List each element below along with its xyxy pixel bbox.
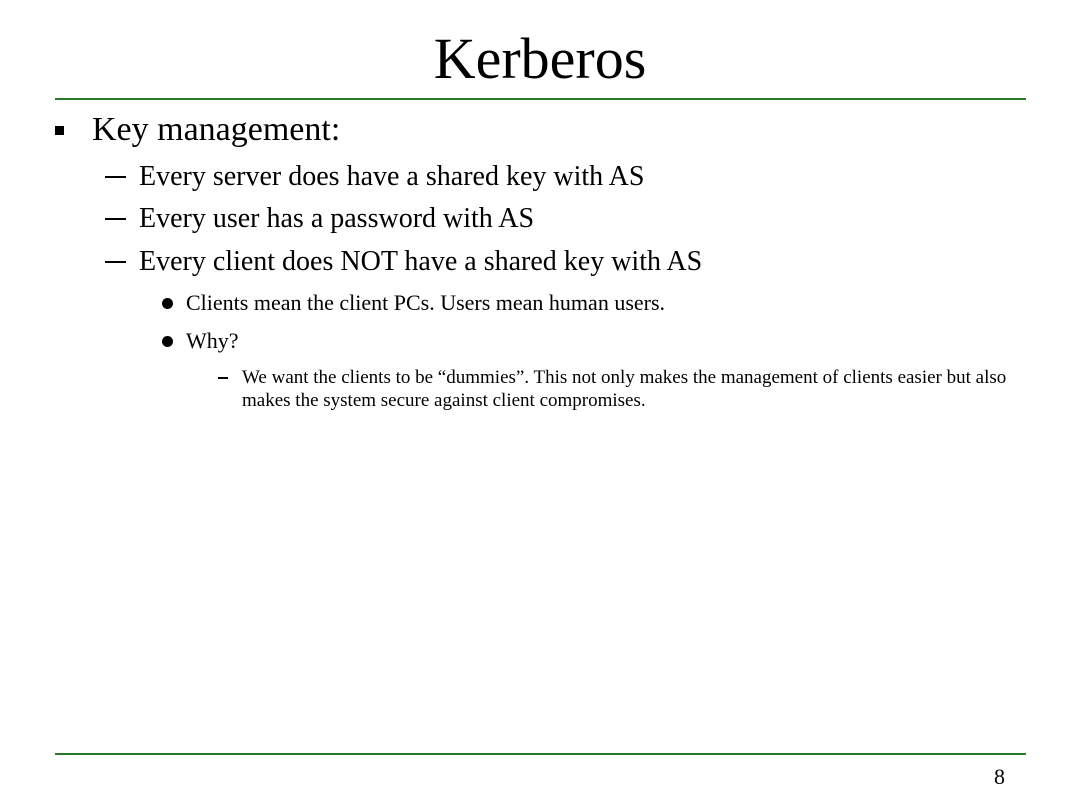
title-divider bbox=[55, 98, 1026, 100]
sub-bullet-text: Every client does NOT have a shared key with AS bbox=[139, 246, 703, 277]
slide-title: Kerberos bbox=[433, 26, 647, 91]
dash-bullet-icon bbox=[105, 176, 126, 178]
square-bullet-icon bbox=[55, 126, 64, 135]
explanation-text: We want the clients to be “dummies”. This not only makes the management of clients easier but also makes the system secure against client compromises. bbox=[242, 367, 1007, 411]
dash-bullet-icon bbox=[105, 261, 126, 263]
round-bullet-icon bbox=[162, 298, 173, 309]
dash-bullet-icon bbox=[105, 218, 126, 220]
detail-text: Clients mean the client PCs. Users mean human users. bbox=[186, 290, 666, 315]
page-number: 8 bbox=[994, 764, 1005, 789]
sub-bullet-text: Every server does have a shared key with AS bbox=[139, 161, 645, 192]
bullet-text: Key management: bbox=[92, 111, 341, 148]
sub-bullet-text: Every user has a password with AS bbox=[139, 203, 535, 234]
footer-divider bbox=[55, 753, 1026, 755]
detail-text: Why? bbox=[186, 328, 239, 353]
dash-bullet-icon bbox=[218, 377, 228, 379]
round-bullet-icon bbox=[162, 336, 173, 347]
